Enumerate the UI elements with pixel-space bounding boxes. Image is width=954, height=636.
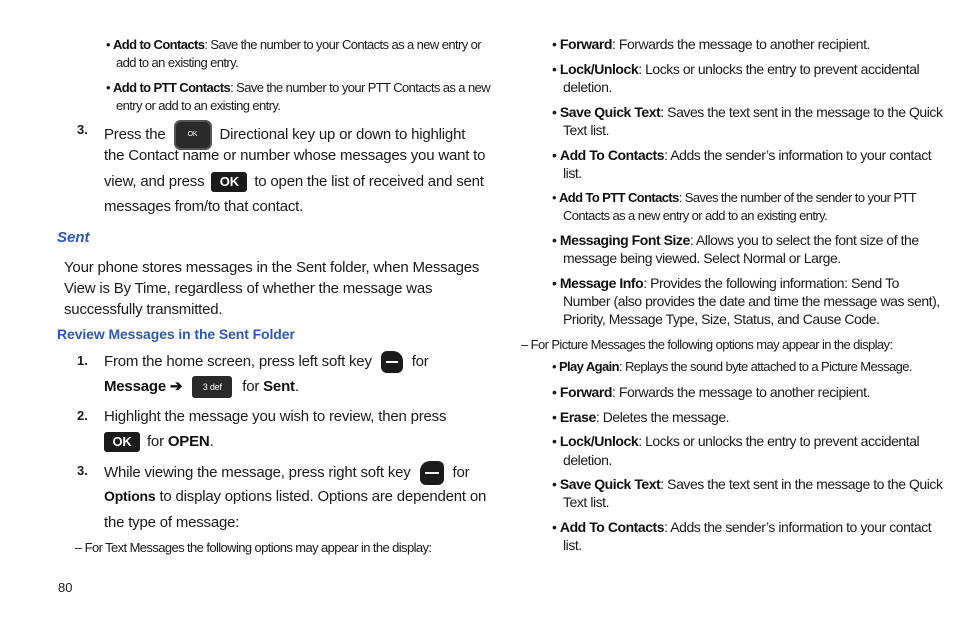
step-text: for: [411, 353, 429, 370]
option-desc: : Replays the sound byte attached to a Picture Message.: [618, 359, 912, 374]
bullet-desc-cont: entry or add to an existing entry.: [116, 98, 281, 113]
step-number: 2.: [77, 408, 88, 423]
option-save-quick-text: [552, 475, 943, 493]
option-forward: [552, 383, 870, 401]
step-3-line-2: the Contact name or number whose messages you want to: [104, 147, 486, 164]
option-desc: : Allows you to select the font size of the: [689, 232, 919, 248]
option-add-to-contacts: [552, 146, 931, 164]
left-soft-key-icon: [381, 351, 403, 373]
bullet-dot: •: [552, 359, 556, 374]
option-add-to-ptt-contacts: [552, 189, 916, 207]
step-text: to display options listed. Options are dependent on: [159, 488, 487, 505]
step-2-line-2: [104, 431, 214, 452]
step-number: 3.: [77, 463, 88, 478]
sent-paragraph-line-3: successfully transmitted.: [64, 301, 223, 318]
option-desc: : Saves the number of the sender to your PTT: [678, 190, 917, 205]
option-desc: : Locks or unlocks the entry to prevent accidental: [638, 433, 920, 449]
option-term: Messaging Font Size: [559, 232, 690, 248]
step-text: for: [452, 463, 470, 481]
option-desc-cont: message being viewed. Select Normal or Large.: [563, 250, 841, 266]
step-1-line-2: [104, 376, 299, 398]
option-term: Erase: [559, 409, 596, 425]
menu-path-message: Message ➔: [104, 378, 183, 395]
ok-key-icon: OK: [211, 172, 247, 192]
menu-path-sent: Sent: [263, 378, 295, 395]
option-term: Add To PTT Contacts: [558, 190, 679, 205]
step-text: for: [242, 378, 260, 395]
option-desc: : Provides the following information: Send To: [643, 275, 899, 291]
step-text: Press the: [104, 125, 166, 143]
option-messaging-font-size: [552, 231, 919, 249]
option-desc: : Saves the text sent in the message to the Quick: [660, 104, 943, 120]
sent-paragraph-line-2: View is By Time, regardless of whether the message was: [64, 280, 433, 297]
step-text: .: [294, 378, 299, 395]
step-2-line-1: Highlight the message you wish to review, then press: [104, 408, 447, 425]
picture-messages-note: – For Picture Messages the following options may appear in the display:: [521, 337, 893, 352]
bullet-dot: •: [552, 275, 557, 291]
bullet-add-to-ptt-contacts: [106, 79, 490, 97]
option-term: Lock/Unlock: [559, 433, 639, 449]
option-desc-cont: deletion.: [563, 79, 612, 95]
step-3-line-3: [104, 171, 484, 192]
step-text: Directional key up or down to highlight: [219, 125, 466, 143]
option-term: Lock/Unlock: [559, 61, 639, 77]
bullet-desc: : Save the number to your Contacts as a new entry or: [204, 37, 481, 52]
step-text: .: [209, 433, 214, 450]
option-desc-cont: Number (also provides the date and time the message was sent),: [563, 293, 940, 309]
option-add-to-contacts: [552, 518, 931, 536]
option-desc: : Adds the sender’s information to your contact: [664, 519, 932, 535]
sent-paragraph-line-1: Your phone stores messages in the Sent folder, when Messages: [64, 259, 480, 276]
step-text: view, and press: [104, 173, 205, 190]
right-soft-key-icon: [420, 461, 444, 485]
option-lock-unlock: [552, 60, 919, 78]
option-desc-cont: deletion.: [563, 452, 612, 468]
option-message-info: [552, 274, 899, 292]
bullet-dot: •: [552, 147, 557, 163]
option-lock-unlock: [552, 432, 919, 450]
option-desc-cont: Priority, Message Type, Size, Status, and Cause Code.: [563, 311, 880, 327]
option-desc: : Deletes the message.: [595, 409, 730, 425]
bullet-dot: •: [552, 476, 557, 492]
bullet-dot: •: [552, 519, 557, 535]
step-3b-line-1: [104, 461, 469, 485]
option-term: Message Info: [559, 275, 644, 291]
bullet-dot: •: [552, 61, 557, 77]
step-text: to open the list of received and sent: [254, 173, 484, 190]
bullet-dot: •: [552, 104, 557, 120]
option-desc-cont: Contacts as a new entry or add to an existing entry.: [563, 208, 828, 223]
key-3-def-icon: 3 def: [192, 376, 232, 398]
option-term: Forward: [559, 36, 612, 52]
step-3b-line-3: the type of message:: [104, 514, 240, 531]
bullet-dot: •: [552, 36, 557, 52]
option-desc-cont: list.: [563, 537, 582, 553]
option-forward: [552, 35, 870, 53]
bullet-dot: •: [552, 433, 557, 449]
option-desc-cont: list.: [563, 165, 582, 181]
bullet-dot: •: [552, 232, 557, 248]
bullet-term: Add to Contacts: [112, 37, 205, 52]
bullet-desc: : Save the number to your PTT Contacts as a new: [230, 80, 490, 95]
options-label: Options: [104, 488, 156, 504]
step-text: for: [146, 433, 164, 450]
option-term: Save Quick Text: [559, 104, 661, 120]
option-erase: [552, 408, 729, 426]
step-1-line-1: [104, 351, 429, 373]
option-desc: : Forwards the message to another recipient.: [611, 36, 870, 52]
option-desc: : Saves the text sent in the message to the Quick: [660, 476, 943, 492]
option-desc: : Forwards the message to another recipient.: [611, 384, 870, 400]
option-term: Save Quick Text: [559, 476, 661, 492]
option-desc-cont: Text list.: [563, 494, 610, 510]
step-text: While viewing the message, press right soft key: [104, 463, 411, 481]
option-desc-cont: Text list.: [563, 122, 610, 138]
bullet-dot: •: [106, 37, 110, 52]
step-text: From the home screen, press left soft key: [104, 353, 372, 370]
bullet-dot: •: [106, 80, 110, 95]
bullet-dot: •: [552, 409, 557, 425]
page-number: 80: [58, 580, 73, 595]
subsection-heading-review: Review Messages in the Sent Folder: [57, 326, 295, 342]
bullet-add-to-contacts: [106, 36, 481, 54]
section-heading-sent: Sent: [57, 229, 90, 246]
bullet-term: Add to PTT Contacts: [112, 80, 231, 95]
option-play-again: [552, 358, 912, 376]
step-3-line-4: messages from/to that contact.: [104, 198, 304, 215]
directional-ok-key-icon: OK: [174, 120, 212, 150]
bullet-desc-cont: add to an existing entry.: [116, 55, 239, 70]
option-term: Add To Contacts: [559, 147, 665, 163]
step-number: 1.: [77, 353, 88, 368]
text-messages-note: – For Text Messages the following options may appear in the display:: [75, 540, 432, 555]
option-desc: : Adds the sender’s information to your contact: [664, 147, 932, 163]
bullet-dot: •: [552, 384, 557, 400]
option-term: Forward: [559, 384, 612, 400]
option-save-quick-text: [552, 103, 943, 121]
option-term: Add To Contacts: [559, 519, 665, 535]
option-desc: : Locks or unlocks the entry to prevent accidental: [638, 61, 920, 77]
step-number: 3.: [77, 122, 88, 137]
ok-key-icon: OK: [104, 432, 140, 452]
bullet-dot: •: [552, 190, 556, 205]
action-open: OPEN: [167, 433, 210, 450]
step-3b-line-2: [104, 486, 486, 507]
option-term: Play Again: [558, 359, 619, 374]
